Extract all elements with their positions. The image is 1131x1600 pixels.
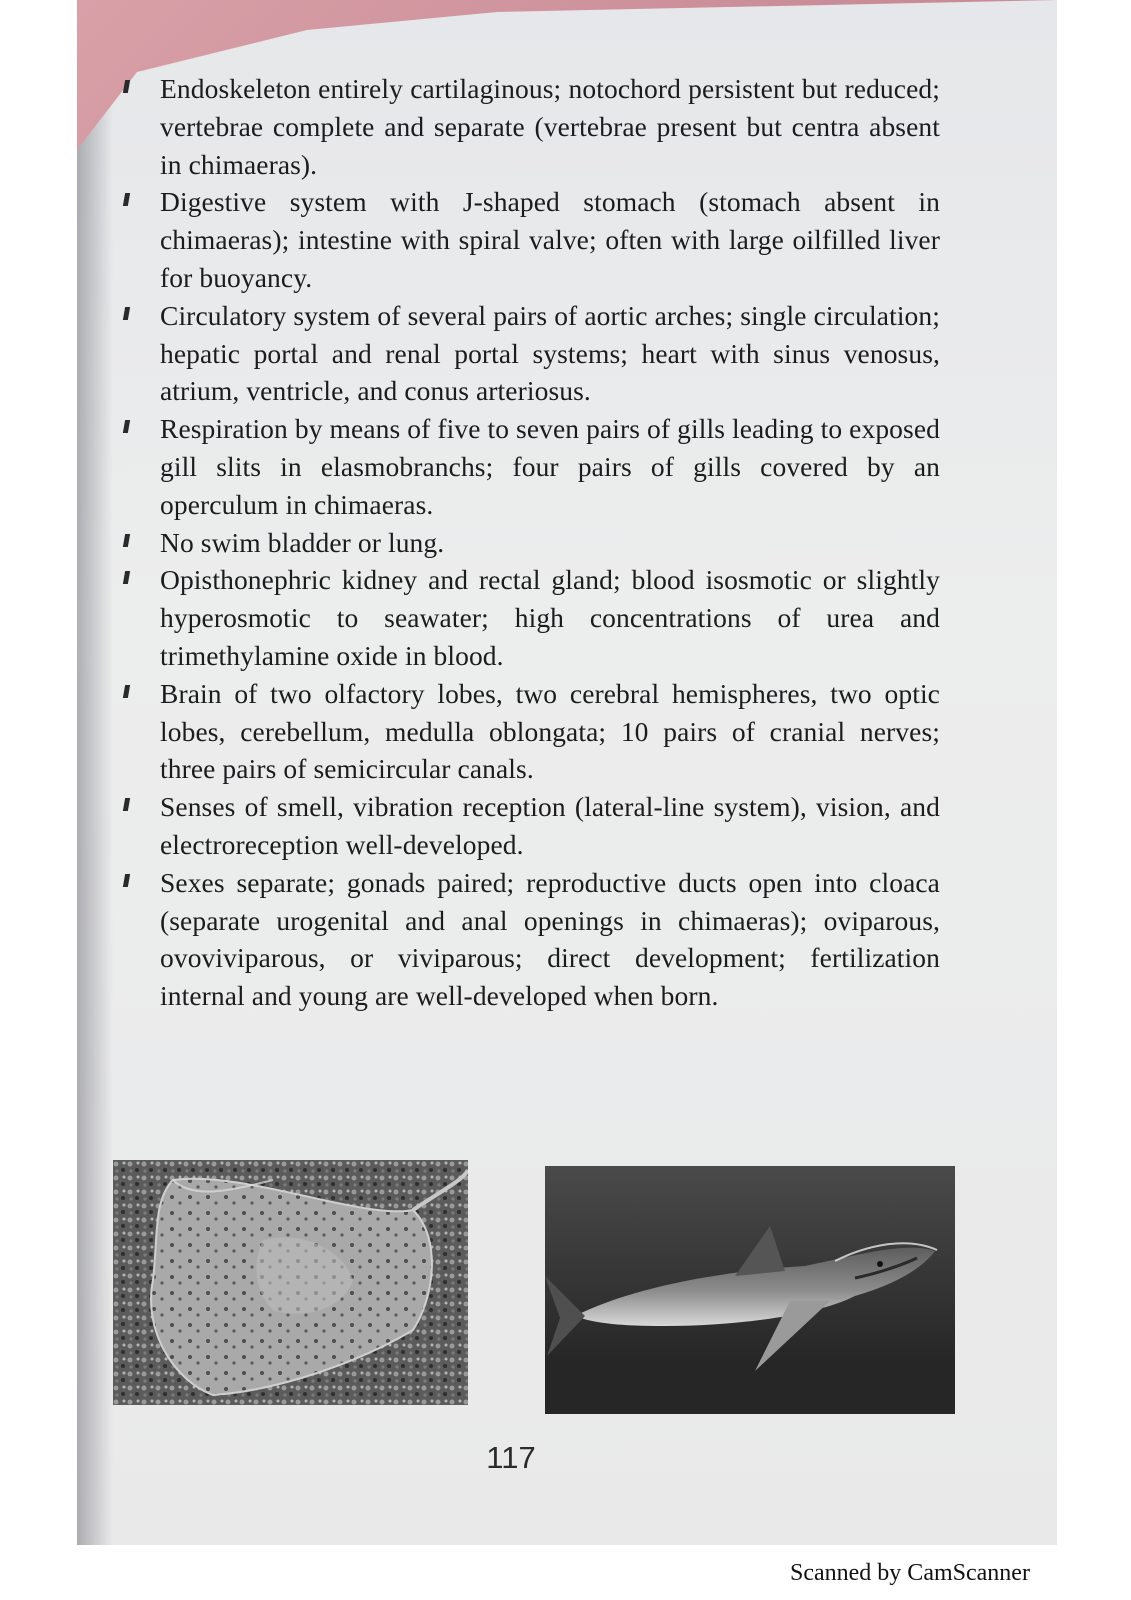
list-item	[150, 864, 940, 1015]
page-content	[150, 70, 940, 1015]
list-item-text: No swim bladder or lung.	[160, 526, 445, 558]
list-item	[150, 788, 940, 864]
shark-photo	[545, 1166, 955, 1414]
list-item	[150, 524, 940, 562]
list-item	[150, 70, 940, 183]
list-item-text: Digestive system with J-shaped stomach (stomach absent in chimaeras); intestine with spiral valve; often with large oilfilled liver for buoyancy.	[160, 186, 940, 293]
list-item-text: Sexes separate; gonads paired; reproductive ducts open into cloaca (separate urogenital and anal openings in chimaeras); oviparous, ovoviviparous, or viviparous; direct development; fertilization internal and young are well-developed when born.	[160, 866, 940, 1012]
list-item-text: Senses of smell, vibration reception (lateral-line system), vision, and electroreception well-developed.	[160, 791, 940, 860]
list-item-text: Circulatory system of several pairs of aortic arches; single circulation; hepatic portal and renal portal systems; heart with sinus venosus, atrium, ventricle, and conus arteriosus.	[160, 299, 940, 407]
list-item-text: Endoskeleton entirely cartilaginous; notochord persistent but reduced; vertebrae complete and separate (vertebrae present but centra absent in chimaeras).	[160, 73, 940, 180]
scanner-watermark: Scanned by CamScanner	[790, 1560, 1030, 1586]
figure-row	[113, 1168, 953, 1413]
list-item	[150, 675, 940, 788]
stingray-photo	[113, 1160, 468, 1405]
list-item-text: Brain of two olfactory lobes, two cerebral hemispheres, two optic lobes, cerebellum, medulla oblongata; 10 pairs of cranial nerves; three pairs of semicircular canals.	[160, 677, 940, 785]
list-item-text: Respiration by means of five to seven pairs of gills leading to exposed gill slits in elasmobranchs; four pairs of gills covered by an operculum in chimaeras.	[160, 413, 940, 520]
list-item	[150, 297, 940, 410]
list-item	[150, 561, 940, 674]
page-gutter-shadow	[77, 0, 113, 1545]
page-number: 117	[486, 1440, 536, 1475]
list-item	[150, 183, 940, 296]
list-item-text: Opisthonephric kidney and rectal gland; blood isosmotic or slightly hyperosmotic to seawater; high concentrations of urea and trimethylamine oxide in blood.	[160, 564, 940, 671]
characteristics-list	[150, 70, 940, 1015]
list-item	[150, 410, 940, 523]
